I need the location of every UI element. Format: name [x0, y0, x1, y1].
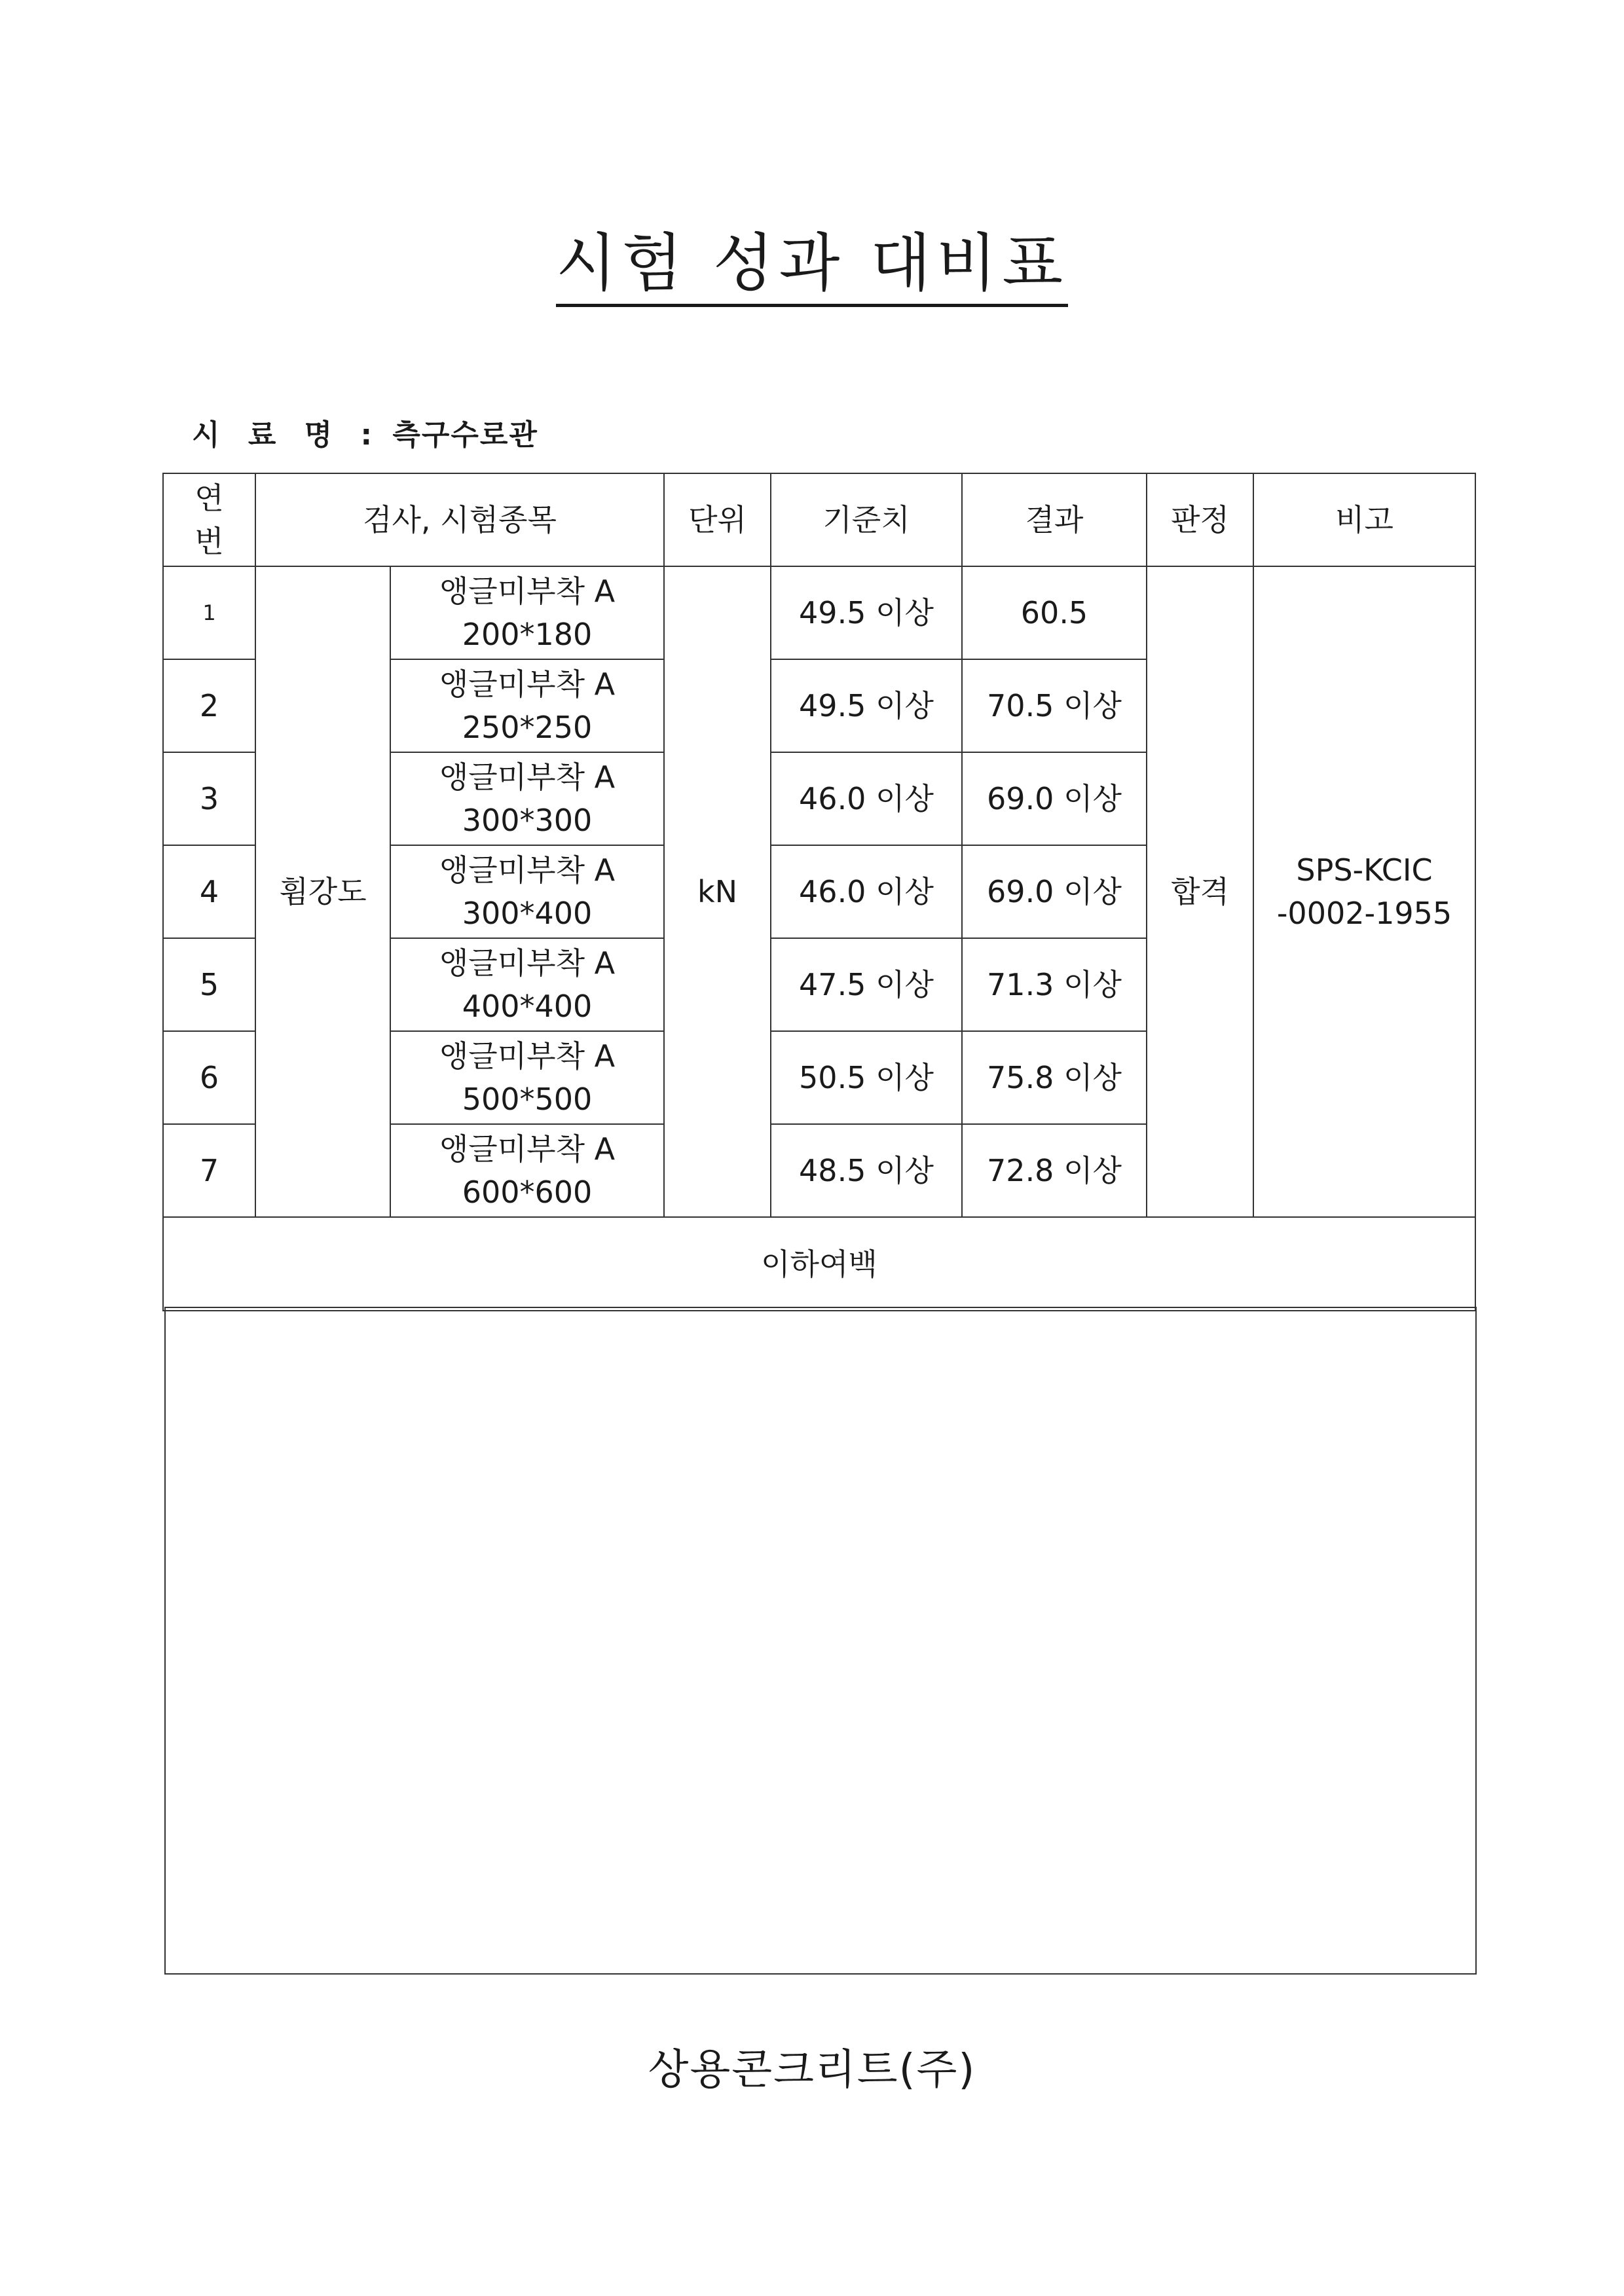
row-result: 72.8 이상	[962, 1124, 1147, 1217]
row-standard: 49.5 이상	[771, 659, 962, 752]
row-item-name: 앵글미부착 A	[439, 852, 616, 888]
row-item-size: 300*400	[462, 896, 593, 931]
header-seq	[163, 473, 255, 566]
row-standard: 50.5 이상	[771, 1031, 962, 1124]
row-seq: 2	[163, 659, 255, 752]
row-item-name: 앵글미부착 A	[439, 1038, 616, 1074]
row-seq: 1	[163, 566, 255, 659]
row-item-size: 200*180	[462, 617, 593, 652]
sample-name	[192, 411, 538, 453]
row-item-name: 앵글미부착 A	[439, 945, 616, 981]
row-result: 71.3 이상	[962, 938, 1147, 1031]
row-item	[390, 845, 664, 938]
remarks-line-2: -0002-1955	[1276, 896, 1452, 931]
row-seq: 7	[163, 1124, 255, 1217]
row-seq: 6	[163, 1031, 255, 1124]
row-standard: 49.5 이상	[771, 566, 962, 659]
row-item-name: 앵글미부착 A	[439, 759, 616, 795]
row-item-size: 400*400	[462, 989, 593, 1024]
row-result: 60.5	[962, 566, 1147, 659]
header-remarks: 비고	[1253, 473, 1475, 566]
row-result: 70.5 이상	[962, 659, 1147, 752]
row-standard: 46.0 이상	[771, 752, 962, 845]
row-result: 69.0 이상	[962, 752, 1147, 845]
document-title	[0, 226, 1624, 301]
row-standard: 48.5 이상	[771, 1124, 962, 1217]
row-item-name: 앵글미부착 A	[439, 574, 616, 609]
test-category-cell: 휨강도	[255, 566, 390, 1217]
row-item-name: 앵글미부착 A	[439, 666, 616, 702]
row-seq: 4	[163, 845, 255, 938]
row-item-size: 300*300	[462, 803, 593, 838]
row-item	[390, 752, 664, 845]
row-item-size: 250*250	[462, 710, 593, 745]
document-title-text: 시험 성과 대비표	[556, 227, 1068, 307]
footer-blank-note: 이하여백	[163, 1217, 1475, 1311]
table-row	[163, 566, 1475, 659]
row-item-size: 600*600	[462, 1175, 593, 1210]
header-judgement: 판정	[1147, 473, 1253, 566]
row-item	[390, 566, 664, 659]
row-item-name: 앵글미부착 A	[439, 1131, 616, 1167]
row-item	[390, 938, 664, 1031]
header-test-item: 검사, 시험종목	[255, 473, 664, 566]
row-standard: 47.5 이상	[771, 938, 962, 1031]
header-unit: 단위	[664, 473, 771, 566]
test-results-table	[162, 473, 1476, 1311]
header-seq-line-2: 번	[194, 524, 224, 559]
header-result: 결과	[962, 473, 1147, 566]
table-header-row	[163, 473, 1475, 566]
header-seq-line-1: 연	[194, 481, 224, 516]
header-standard: 기준치	[771, 473, 962, 566]
unit-cell: kN	[664, 566, 771, 1217]
table-footer-row	[163, 1217, 1475, 1311]
remarks-cell	[1253, 566, 1475, 1217]
sample-name-value: 측구수로관	[392, 418, 538, 452]
blank-area	[164, 1307, 1477, 1975]
row-item	[390, 659, 664, 752]
row-item	[390, 1031, 664, 1124]
row-result: 75.8 이상	[962, 1031, 1147, 1124]
sample-name-label: 시 료 명 :	[192, 418, 382, 452]
row-seq: 5	[163, 938, 255, 1031]
row-item	[390, 1124, 664, 1217]
row-result: 69.0 이상	[962, 845, 1147, 938]
row-seq: 3	[163, 752, 255, 845]
company-name: 상용콘크리트(주)	[648, 2046, 976, 2094]
judgement-cell: 합격	[1147, 566, 1253, 1217]
row-standard: 46.0 이상	[771, 845, 962, 938]
remarks-line-1: SPS-KCIC	[1296, 852, 1433, 888]
row-item-size: 500*500	[462, 1082, 593, 1117]
